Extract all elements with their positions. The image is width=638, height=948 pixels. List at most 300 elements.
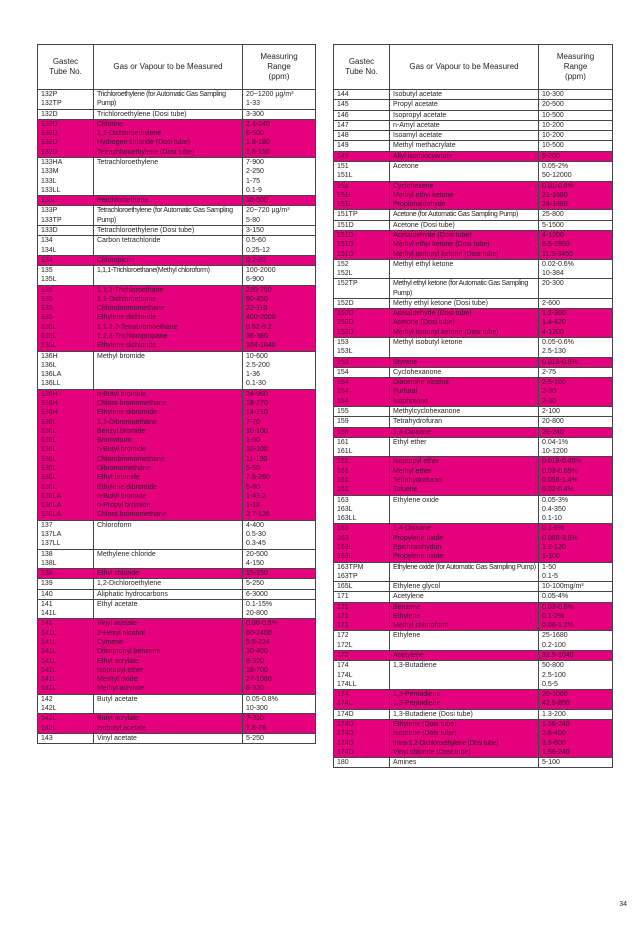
gas-name-cell: Chloropicrin <box>94 255 243 265</box>
table-row <box>334 661 613 690</box>
table-row <box>38 694 316 714</box>
tube-number-cell: 174D <box>334 748 390 758</box>
tube-number-cell: 132P 132TP <box>38 90 94 110</box>
gas-name-cell: Ethyl chloride <box>94 569 243 579</box>
gas-name-cell: Dibromomethane <box>94 464 243 473</box>
table-row <box>38 427 316 436</box>
range-cell: 8-320 <box>243 657 316 666</box>
gas-name-cell: Vinyl acetate <box>94 619 243 629</box>
range-cell: 20~720 µg/m³ 5-80 <box>243 206 316 226</box>
range-cell: 2-30 <box>539 397 613 407</box>
range-cell: 2-100 <box>539 407 613 417</box>
page-number: 34 <box>619 901 627 908</box>
tube-number-cell: 133L <box>38 196 94 206</box>
tube-number-cell: 136L <box>38 418 94 427</box>
table-row <box>334 120 613 130</box>
table-row <box>38 473 316 482</box>
gas-name-cell: Methylene chloride <box>94 549 243 569</box>
range-cell: 10-100 <box>243 427 316 436</box>
tube-number-cell: 153 <box>334 357 390 367</box>
tube-number-cell: 172 172L <box>334 631 390 651</box>
tube-number-cell: 141L <box>38 666 94 675</box>
range-cell: 1.56-240 <box>539 720 613 730</box>
table-row <box>334 250 613 260</box>
gas-name-cell: Isopropyl ether <box>94 666 243 675</box>
range-cell: 7.6-76 <box>243 724 316 734</box>
gas-name-cell: Methyl isobutyl ketone <box>390 338 539 358</box>
range-cell: 7.5-260 <box>243 473 316 482</box>
tube-number-cell: 152D <box>334 309 390 319</box>
tube-number-cell: 151D <box>334 230 390 240</box>
table-row <box>334 279 613 299</box>
range-cell: 20-800 <box>539 417 613 427</box>
tube-number-cell: 174D <box>334 709 390 719</box>
range-cell: 10-300 <box>539 90 613 100</box>
range-cell: 6-600 <box>243 129 316 138</box>
tube-number-cell: 174 <box>334 690 390 700</box>
header-gas: Gas or Vapour to be Measured <box>94 45 243 90</box>
gas-name-cell: 2-Hexyl alcohol <box>94 629 243 638</box>
gas-name-cell: Methylcyclohexanone <box>390 407 539 417</box>
table-row <box>38 399 316 408</box>
tube-number-cell: 140 <box>38 589 94 599</box>
tube-number-cell: 136H <box>38 389 94 399</box>
gas-name-cell: Tetrachloroethylene <box>94 157 243 195</box>
range-cell: 1.56-240 <box>539 748 613 758</box>
header-gas: Gas or Vapour to be Measured <box>390 45 539 90</box>
range-cell: 50-800 2.5-100 0.5-5 <box>539 661 613 690</box>
table-row <box>38 236 316 256</box>
table-row <box>334 524 613 534</box>
range-cell: 6.5-1950 <box>539 240 613 249</box>
gas-name-cell: Tetrachloroethylene (Dosi tube) <box>94 225 243 235</box>
range-cell: 10-200 <box>539 120 613 130</box>
gas-name-cell: Toluene <box>390 485 539 495</box>
table-row <box>38 464 316 473</box>
tube-number-cell: 152TP <box>334 279 390 299</box>
gas-name-cell: 1,1-Dichloroethane <box>94 295 243 304</box>
gas-name-cell: Ethylene glycol <box>390 582 539 592</box>
table-row <box>334 141 613 151</box>
range-cell: 0.05-2% 50-12000 <box>539 161 613 181</box>
tube-number-cell: 138 138L <box>38 549 94 569</box>
tube-number-cell: 161 <box>334 467 390 476</box>
table-row <box>334 758 613 768</box>
table-row <box>38 389 316 399</box>
tube-number-cell: 159 <box>334 427 390 437</box>
gas-name-cell: 1,1,1-Trichloroethane(Methyl chloroform) <box>94 266 243 286</box>
gas-name-cell: Chlorine <box>94 119 243 129</box>
gas-name-cell: Perchloroethane <box>94 196 243 206</box>
gas-name-cell: Methyl ethyl ketone (for Automatic Gas Sampling Pump) <box>390 279 539 299</box>
range-cell: 1.2-360 <box>539 309 613 319</box>
table-row <box>38 638 316 647</box>
table-row <box>334 729 613 738</box>
range-cell: 1.8-180 <box>243 138 316 147</box>
table-row <box>334 387 613 396</box>
table-row <box>38 666 316 675</box>
tube-number-cell: 174D <box>334 720 390 730</box>
gas-name-cell: Carbon tetrachloride <box>94 236 243 256</box>
tube-number-cell: 136L <box>38 455 94 464</box>
table-row <box>334 690 613 700</box>
range-cell: 1-50 <box>243 436 316 445</box>
table-row <box>38 138 316 147</box>
range-cell: 5-50 <box>243 464 316 473</box>
table-row <box>334 457 613 467</box>
gas-name-cell: 1,3-Butadiene (Dosi tube) <box>390 709 539 719</box>
left-gas-table <box>37 44 316 744</box>
gas-name-cell: Vinyl chloride (Dosi tube) <box>390 748 539 758</box>
table-row <box>38 255 316 265</box>
range-cell: 25-240 <box>539 427 613 437</box>
range-cell: 100-2000 6-900 <box>243 266 316 286</box>
gas-name-cell: Tetrahydrofuran <box>390 417 539 427</box>
table-row <box>334 318 613 327</box>
table-row <box>334 240 613 249</box>
tube-number-cell: 163 <box>334 524 390 534</box>
table-row <box>334 476 613 485</box>
table-row <box>38 408 316 417</box>
gas-name-cell: Amines <box>390 758 539 768</box>
tube-number-cell: 153 153L <box>334 338 390 358</box>
gas-name-cell: Ethylene dichloride <box>94 341 243 351</box>
table-row <box>38 157 316 195</box>
table-row <box>38 436 316 445</box>
range-cell: 6-3000 <box>243 589 316 599</box>
tube-number-cell: 134 134L <box>38 236 94 256</box>
gas-name-cell: Tetrachloroethylene (Dosi tube) <box>94 148 243 158</box>
range-cell: 25-1680 0.2-100 <box>539 631 613 651</box>
tube-number-cell: 135 135L <box>38 266 94 286</box>
tube-number-cell: 141L <box>38 675 94 684</box>
range-cell: 20-500 4-150 <box>243 549 316 569</box>
table-row <box>334 534 613 543</box>
tube-number-cell: 163L <box>334 552 390 562</box>
tube-number-cell: 161 <box>334 485 390 495</box>
tube-number-cell: 180 <box>334 758 390 768</box>
gas-name-cell: 1,2,3-Trichloropropane <box>94 332 243 341</box>
gas-name-cell: Ethyl bromide <box>94 473 243 482</box>
tube-number-cell: 152 152L <box>334 259 390 279</box>
range-cell: 1-18 <box>243 501 316 510</box>
table-row <box>38 266 316 286</box>
range-cell: 5-100 <box>539 758 613 768</box>
tube-number-cell: 161 161L <box>334 437 390 457</box>
tube-number-cell: 132D <box>38 109 94 119</box>
gas-name-cell: Vinyl acetate <box>94 733 243 743</box>
range-cell: 0.015-0.9% <box>539 357 613 367</box>
gas-name-cell: Butyl acetate <box>94 694 243 714</box>
tube-number-cell: 134 <box>38 255 94 265</box>
table-row <box>38 549 316 569</box>
range-cell: 20-500 <box>539 100 613 110</box>
range-cell: 7-900 2-250 1-75 0.1-9 <box>243 157 316 195</box>
table-row <box>334 709 613 719</box>
tube-number-cell: 171 <box>334 612 390 621</box>
tube-number-cell: 136H <box>38 408 94 417</box>
tube-number-cell: 136L <box>38 483 94 492</box>
range-cell: 90-450 <box>243 295 316 304</box>
gas-name-cell: Trichloroethylene (for Automatic Gas Sampling Pump) <box>94 90 243 110</box>
table-row <box>334 427 613 437</box>
table-row <box>38 589 316 599</box>
range-cell: 0.06-0.9% <box>243 619 316 629</box>
table-row <box>38 675 316 684</box>
gas-name-cell: 1,3-Butadiene <box>390 661 539 690</box>
gas-name-cell: Benzene <box>390 602 539 612</box>
table-row <box>38 714 316 724</box>
gas-name-cell: Acetylene <box>390 592 539 602</box>
table-row <box>38 501 316 510</box>
table-row <box>38 295 316 304</box>
gas-name-cell: Trichloroethylene (Dosi tube) <box>94 109 243 119</box>
range-cell: 104-1040 <box>243 341 316 351</box>
gas-name-cell: Methy ethyl ketone (Dosi tube) <box>390 298 539 308</box>
gas-name-cell: 1,1,2,2-Tetrabromoethane <box>94 323 243 332</box>
gas-name-cell: Methyl isobutyl ketone (Dosi tube) <box>390 250 539 260</box>
tube-number-cell: 135 <box>38 313 94 322</box>
gas-name-cell: Methyl isobutyl ketone (Dosi tube) <box>390 328 539 338</box>
tube-number-cell: 154 <box>334 378 390 388</box>
table-row <box>38 657 316 666</box>
range-cell: 10-200 <box>539 131 613 141</box>
right-gas-table <box>333 44 613 768</box>
table-row <box>38 341 316 351</box>
table-row <box>38 129 316 138</box>
range-cell: 0.018-0.45% <box>539 457 613 467</box>
tube-number-cell: 151L <box>334 191 390 200</box>
range-cell: 0.2-20 <box>243 255 316 265</box>
range-cell: 0.5-60 0.25-12 <box>243 236 316 256</box>
table-row <box>38 119 316 129</box>
tube-number-cell: 141 <box>38 619 94 629</box>
tube-number-cell: 136LA <box>38 501 94 510</box>
table-row <box>38 206 316 226</box>
gas-name-cell: Acetone (Dosi tube) <box>390 318 539 327</box>
range-cell: 5-1500 <box>539 220 613 230</box>
range-cell: 2.7-126 <box>243 510 316 520</box>
tube-number-cell: 137 137LA 137LL <box>38 520 94 549</box>
range-cell: 5-200 <box>539 151 613 161</box>
table-row <box>38 579 316 589</box>
range-cell: 1-50 0.1-5 <box>539 562 613 582</box>
tube-number-cell: 136H <box>38 399 94 408</box>
left-table-body <box>38 90 316 744</box>
gas-name-cell: 1,4-Dioxane <box>390 524 539 534</box>
gas-name-cell: Methyl ethyl ketone (Dosi tube) <box>390 240 539 249</box>
table-row <box>334 592 613 602</box>
gas-name-cell: Allyl isothiocyanate <box>390 151 539 161</box>
range-cell: 1.5-150 <box>243 148 316 158</box>
table-row <box>334 602 613 612</box>
tube-number-cell: 142L <box>38 714 94 724</box>
range-cell: 0.06-1.2% <box>539 621 613 631</box>
tube-number-cell: 136L <box>38 464 94 473</box>
gas-name-cell: Ethylene oxide (for Automatic Gas Sampling Pump) <box>390 562 539 582</box>
tube-number-cell: 152D <box>334 328 390 338</box>
table-row <box>38 569 316 579</box>
table-row <box>334 191 613 200</box>
tube-number-cell: 149 <box>334 141 390 151</box>
tube-number-cell: 154 <box>334 397 390 407</box>
table-row <box>334 338 613 358</box>
range-cell: 60-2400 <box>243 629 316 638</box>
table-row <box>38 418 316 427</box>
table-row <box>334 612 613 621</box>
tube-number-cell: 154 <box>334 387 390 396</box>
gas-name-cell: Acetaldehyde (Dosi tube) <box>390 230 539 240</box>
table-row <box>334 552 613 562</box>
table-row <box>334 621 613 631</box>
tube-number-cell: 133D <box>38 225 94 235</box>
gas-name-cell: Ethylene dibromide <box>94 408 243 417</box>
table-row <box>38 332 316 341</box>
gas-name-cell: 1,3-Pentadiene <box>390 690 539 700</box>
table-row <box>38 196 316 206</box>
range-cell: 36-360 <box>243 332 316 341</box>
table-row <box>334 161 613 181</box>
range-cell: 24-1880 <box>539 200 613 210</box>
tube-number-cell: 142 142L <box>38 694 94 714</box>
gas-name-cell: Acetone <box>390 161 539 181</box>
gas-name-cell: Ethyl acetate <box>94 599 243 619</box>
table-row <box>334 720 613 730</box>
range-cell: 7-70 <box>243 418 316 427</box>
gas-name-cell: Propylene oxide <box>390 552 539 562</box>
gas-name-cell: Hydrogen chloride (Dosi tube) <box>94 138 243 147</box>
tube-number-cell: 148 <box>334 131 390 141</box>
table-row <box>334 543 613 552</box>
tube-number-cell: 133P 133TP <box>38 206 94 226</box>
tube-number-cell: 132D <box>38 138 94 147</box>
gas-name-cell: Methyl bromide <box>94 351 243 389</box>
range-cell: 14-210 <box>243 408 316 417</box>
header-tube-no: Gastec Tube No. <box>334 45 390 90</box>
table-row <box>38 492 316 501</box>
tube-number-cell: 163 163L 163LL <box>334 495 390 524</box>
range-cell: 10-500 <box>243 196 316 206</box>
table-row <box>334 298 613 308</box>
gas-name-cell: Methyl acrylate <box>94 684 243 694</box>
table-row <box>334 748 613 758</box>
tube-number-cell: 139 <box>38 579 94 589</box>
table-row <box>334 651 613 661</box>
range-cell: 10-600 2.5-200 1-36 0.1-30 <box>243 351 316 389</box>
range-cell: 5-250 <box>243 733 316 743</box>
table-row <box>38 304 316 313</box>
table-row <box>334 397 613 407</box>
range-cell: 5-250 <box>243 579 316 589</box>
gas-name-cell: Isopropyl acetate <box>390 110 539 120</box>
tube-number-cell: 135L <box>38 341 94 351</box>
range-cell: 4-1200 <box>539 230 613 240</box>
table-row <box>38 684 316 694</box>
table-row <box>334 230 613 240</box>
tube-number-cell: 138 <box>38 569 94 579</box>
table-row <box>334 562 613 582</box>
gas-name-cell: Tetrachloroethylene (for Automatic Gas Sampling Pump) <box>94 206 243 226</box>
gas-name-cell: n-Propyl bromide <box>94 501 243 510</box>
table-row <box>334 200 613 210</box>
range-cell: 0.03-0.65% <box>539 467 613 476</box>
gas-name-cell: Ethylene <box>390 631 539 651</box>
range-cell: 20~1200 µg/m³ 1-33 <box>243 90 316 110</box>
header-range: Measuring Range (ppm) <box>243 45 316 90</box>
range-cell: 1.3-200 <box>539 709 613 719</box>
range-cell: 2.5-100 <box>539 378 613 388</box>
tube-number-cell: 141 141L <box>38 599 94 619</box>
tube-number-cell: 159 <box>334 417 390 427</box>
gas-name-cell: Methyl ethyl ketone <box>390 259 539 279</box>
table-row <box>38 455 316 464</box>
gas-name-cell: 1,1-Dibromoethane <box>94 418 243 427</box>
range-cell: 21-1680 <box>539 191 613 200</box>
range-cell: 20-1000 <box>539 690 613 700</box>
tube-number-cell: 152D <box>334 298 390 308</box>
gas-name-cell: Methyl ethyl ketone <box>390 191 539 200</box>
table-row <box>334 110 613 120</box>
range-cell: 0.02-0.4% <box>539 485 613 495</box>
range-cell: 42.5-850 <box>539 699 613 709</box>
tube-number-cell: 163L <box>334 543 390 552</box>
tube-number-cell: 141L <box>38 657 94 666</box>
tube-number-cell: 174D <box>334 729 390 738</box>
range-cell: 22-110 <box>243 304 316 313</box>
table-row <box>38 724 316 734</box>
left-header-row <box>38 45 316 90</box>
gas-name-cell: Epichlorohydrin <box>390 543 539 552</box>
gas-name-cell: Chlorobromomethane <box>94 455 243 464</box>
gas-name-cell: Chloro bromomethane <box>94 510 243 520</box>
gas-name-cell: Propyl acetate <box>390 100 539 110</box>
range-cell: 25-800 <box>539 210 613 220</box>
table-row <box>334 631 613 651</box>
range-cell: 0.1-2% <box>539 612 613 621</box>
range-cell: 0.05-3% 0.4-350 0.1-10 <box>539 495 613 524</box>
range-cell: 3-300 <box>243 109 316 119</box>
table-row <box>334 131 613 141</box>
range-cell: 2-75 <box>539 367 613 377</box>
range-cell: 0.1-15% 20-800 <box>243 599 316 619</box>
gas-name-cell: Diacetone alcohol <box>390 378 539 388</box>
range-cell: 0.05-0.8% 10-300 <box>243 694 316 714</box>
range-cell: 3-150 <box>243 225 316 235</box>
tube-number-cell: 151 151L <box>334 161 390 181</box>
range-cell: 4-400 0.5-30 0.3-45 <box>243 520 316 549</box>
table-row <box>38 148 316 158</box>
tube-number-cell: 151TP <box>334 210 390 220</box>
gas-name-cell: Isoamyl acetate <box>390 131 539 141</box>
table-row <box>38 520 316 549</box>
range-cell: 18-270 <box>243 399 316 408</box>
tube-number-cell: 133HA 133M 133L 133LL <box>38 157 94 195</box>
tube-number-cell: 136LA <box>38 492 94 501</box>
table-row <box>334 328 613 338</box>
gas-name-cell: 1,4-Dioxane <box>390 427 539 437</box>
tube-number-cell: 135 <box>38 304 94 313</box>
gas-name-cell: Isoprene (Dosi tube) <box>390 729 539 738</box>
gas-name-cell: Bromoform <box>94 436 243 445</box>
range-cell: 0.01-0.8% <box>539 181 613 191</box>
table-row <box>38 351 316 389</box>
gas-name-cell: Chloroform <box>94 520 243 549</box>
range-cell: 0.03-0.6% <box>539 602 613 612</box>
table-row <box>334 467 613 476</box>
tube-number-cell: 151 <box>334 181 390 191</box>
table-row <box>38 90 316 110</box>
gas-name-cell: Acetaldehyde (Dosi tube) <box>390 309 539 319</box>
